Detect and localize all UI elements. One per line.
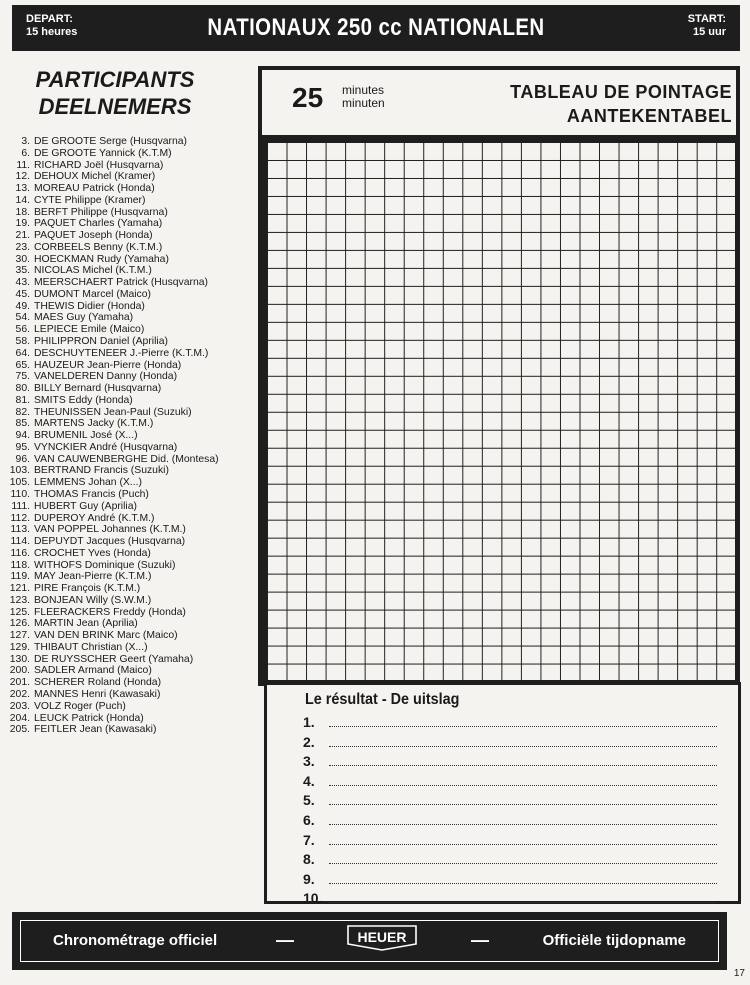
participant-number: 103. xyxy=(9,465,30,477)
participant-name: HAUZEUR Jean-Pierre (Honda) xyxy=(34,359,182,371)
participant-name: THOMAS Francis (Puch) xyxy=(34,488,149,500)
participant-number: 19. xyxy=(15,218,30,230)
participant-row xyxy=(8,301,260,313)
participant-row xyxy=(8,654,260,666)
participant-number: 204. xyxy=(9,712,30,724)
participant-name: CORBEELS Benny (K.T.M.) xyxy=(34,241,163,253)
participant-row xyxy=(8,513,260,525)
participant-name: MANNES Henri (Kawasaki) xyxy=(34,688,161,700)
participant-number: 95. xyxy=(15,441,30,453)
participant-row xyxy=(8,524,260,536)
participant-name: THIBAUT Christian (X...) xyxy=(34,641,148,653)
participant-number: 121. xyxy=(9,583,30,595)
participant-name: RICHARD Joël (Husqvarna) xyxy=(34,159,164,171)
participant-name: MARTENS Jacky (K.T.M.) xyxy=(34,418,154,430)
participant-name: THEUNISSEN Jean-Paul (Suzuki) xyxy=(34,406,192,418)
participant-row xyxy=(8,677,260,689)
participant-row xyxy=(8,560,260,572)
tableau-title-fr: TABLEAU DE POINTAGE xyxy=(510,82,732,102)
participant-name: CROCHET Yves (Honda) xyxy=(34,547,151,559)
result-entry-field[interactable] xyxy=(329,872,717,884)
participant-number: 94. xyxy=(15,430,30,442)
result-position: 9. xyxy=(303,870,315,887)
participant-row xyxy=(8,407,260,419)
tableau-panel xyxy=(258,66,740,686)
participant-number: 205. xyxy=(9,724,30,736)
result-position: 5. xyxy=(303,792,315,809)
participant-name: NICOLAS Michel (K.T.M.) xyxy=(34,265,152,277)
participant-name: DUMONT Marcel (Maico) xyxy=(34,288,151,300)
participant-name: WITHOFS Dominique (Suzuki) xyxy=(34,559,176,571)
participant-number: 123. xyxy=(9,594,30,606)
participant-number: 30. xyxy=(15,253,30,265)
participant-number: 11. xyxy=(16,159,30,171)
minutes-label-nl: minuten xyxy=(342,96,385,110)
participant-number: 65. xyxy=(15,359,30,371)
result-position: 3. xyxy=(303,753,315,770)
participant-name: FEITLER Jean (Kawasaki) xyxy=(34,724,157,736)
participant-number: 45. xyxy=(15,288,30,300)
participant-row xyxy=(8,489,260,501)
participants-title-fr: PARTICIPANTS xyxy=(35,67,195,92)
participant-name: VOLZ Roger (Puch) xyxy=(34,700,126,712)
participant-name: DE GROOTE Serge (Husqvarna) xyxy=(34,136,188,147)
participant-row xyxy=(8,607,260,619)
participant-name: PIRE François (K.T.M.) xyxy=(34,583,141,595)
participant-row xyxy=(8,477,260,489)
participant-name: PAQUET Joseph (Honda) xyxy=(34,230,153,242)
result-entry-field[interactable] xyxy=(329,891,717,903)
result-position: 4. xyxy=(303,772,315,789)
participant-number: 111. xyxy=(11,500,30,512)
participant-number: 116. xyxy=(10,547,30,559)
participant-row xyxy=(8,595,260,607)
participant-row xyxy=(8,183,260,195)
heuer-logo-icon xyxy=(346,924,418,952)
participant-row xyxy=(8,242,260,254)
participant-number: 80. xyxy=(15,383,30,395)
footer-dash-left: — xyxy=(276,930,294,950)
result-line[interactable] xyxy=(303,752,717,769)
participant-number: 203. xyxy=(9,700,30,712)
participant-row xyxy=(8,312,260,324)
result-line[interactable] xyxy=(303,733,717,750)
participant-name: DEPUYDT Jacques (Husqvarna) xyxy=(34,536,186,548)
participant-row xyxy=(8,571,260,583)
result-entry-field[interactable] xyxy=(329,754,717,766)
header-bar xyxy=(12,5,740,51)
result-position: 6. xyxy=(303,812,315,828)
participant-number: 23. xyxy=(15,241,30,253)
participant-row xyxy=(8,230,260,242)
participant-row xyxy=(8,265,260,277)
participant-name: BERTRAND Francis (Suzuki) xyxy=(34,465,169,477)
result-line[interactable] xyxy=(303,811,717,828)
result-line[interactable] xyxy=(303,713,717,730)
participant-row xyxy=(8,254,260,266)
participant-number: 129. xyxy=(9,641,30,653)
participant-row xyxy=(8,136,260,148)
footer-left-text: Chronométrage officiel xyxy=(53,932,218,949)
page-number: 17 xyxy=(733,968,745,979)
participant-row xyxy=(8,218,260,230)
participant-row xyxy=(8,713,260,725)
result-entry-field[interactable] xyxy=(329,852,717,864)
participant-name: BERFT Philippe (Husqvarna) xyxy=(34,206,168,218)
result-entry-field[interactable] xyxy=(329,774,717,786)
minutes-label-fr: minutes xyxy=(342,83,385,97)
participant-number: 35. xyxy=(15,265,30,277)
participant-number: 43. xyxy=(15,277,30,289)
participant-name: HUBERT Guy (Aprilia) xyxy=(34,500,137,512)
participant-number: 202. xyxy=(9,688,30,700)
participant-name: MARTIN Jean (Aprilia) xyxy=(34,618,138,630)
participant-row xyxy=(8,336,260,348)
participant-row xyxy=(8,689,260,701)
participant-number: 14. xyxy=(15,194,30,206)
participant-name: MAY Jean-Pierre (K.T.M.) xyxy=(34,571,152,583)
participant-number: 82. xyxy=(15,406,30,418)
participant-row xyxy=(8,160,260,172)
participant-number: 75. xyxy=(15,371,30,383)
participant-row xyxy=(8,536,260,548)
participant-name: PHILIPPRON Daniel (Aprilia) xyxy=(34,336,168,348)
footer-right-text: Officiële tijdopname xyxy=(542,932,686,949)
tableau-title-nl: AANTEKENTABEL xyxy=(566,106,732,126)
participant-row xyxy=(8,665,260,677)
participant-number: 96. xyxy=(15,453,30,465)
participant-row xyxy=(8,642,260,654)
result-line[interactable] xyxy=(303,791,717,808)
participant-row xyxy=(8,724,260,736)
participant-number: 81. xyxy=(15,394,30,406)
tableau-title xyxy=(510,80,732,128)
participant-number: 56. xyxy=(15,324,30,336)
participant-name: DE RUYSSCHER Geert (Yamaha) xyxy=(34,653,194,665)
participant-row xyxy=(8,630,260,642)
participant-name: SADLER Armand (Maico) xyxy=(34,665,152,677)
participant-row xyxy=(8,195,260,207)
participant-number: 126. xyxy=(9,618,30,630)
participant-number: 64. xyxy=(15,347,30,359)
participant-row xyxy=(8,395,260,407)
result-line[interactable] xyxy=(303,831,717,848)
participant-name: HOECKMAN Rudy (Yamaha) xyxy=(34,253,169,265)
participant-number: 21. xyxy=(15,230,30,242)
participant-number: 119. xyxy=(10,571,30,583)
participant-name: LEPIECE Emile (Maico) xyxy=(34,324,145,336)
participant-row xyxy=(8,418,260,430)
minutes-label xyxy=(342,84,385,110)
participant-name: VAN DEN BRINK Marc (Maico) xyxy=(34,630,178,642)
participant-name: DESCHUYTENEER J.-Pierre (K.T.M.) xyxy=(34,347,209,359)
participant-number: 13. xyxy=(15,183,30,195)
page-title: NATIONAUX 250 cc NATIONALEN xyxy=(207,14,545,41)
depart-label: DEPART: xyxy=(26,13,73,25)
participant-number: 125. xyxy=(9,606,30,618)
participant-number: 113. xyxy=(10,524,30,536)
participant-row xyxy=(8,148,260,160)
result-line[interactable] xyxy=(303,889,717,906)
result-entry-field[interactable] xyxy=(329,735,717,747)
participant-row xyxy=(8,501,260,513)
participant-number: 18. xyxy=(15,206,30,218)
participant-name: SCHERER Roland (Honda) xyxy=(34,677,162,689)
participants-list xyxy=(8,136,260,736)
participant-row xyxy=(8,360,260,372)
participant-row xyxy=(8,324,260,336)
participant-row xyxy=(8,548,260,560)
participant-name: PAQUET Charles (Yamaha) xyxy=(34,218,163,230)
participant-row xyxy=(8,454,260,466)
start-label: START: xyxy=(687,13,726,25)
participant-row xyxy=(8,442,260,454)
heuer-logo-text: HEUER xyxy=(357,929,407,945)
depart-value: 15 heures xyxy=(26,26,78,38)
participants-title-nl: DEELNEMERS xyxy=(38,94,192,119)
result-position: 8. xyxy=(303,851,315,868)
participant-name: VANELDEREN Danny (Honda) xyxy=(34,371,178,383)
lap-tally-grid[interactable] xyxy=(266,141,736,681)
result-entry-field[interactable] xyxy=(329,793,717,805)
participant-name: SMITS Eddy (Honda) xyxy=(34,394,133,406)
participant-name: THEWIS Didier (Honda) xyxy=(34,300,145,312)
participant-number: 114. xyxy=(10,536,30,548)
result-box xyxy=(264,682,741,907)
participant-name: DE GROOTE Yannick (K.T.M) xyxy=(34,147,172,159)
start-value: 15 uur xyxy=(692,26,726,38)
footer-banner xyxy=(12,912,727,970)
participant-number: 85. xyxy=(15,418,30,430)
participant-number: 105. xyxy=(9,477,30,489)
tableau-header xyxy=(262,70,736,135)
start-time xyxy=(688,13,726,39)
participant-number: 58. xyxy=(15,336,30,348)
result-position: 10. xyxy=(303,890,323,907)
participant-row xyxy=(8,289,260,301)
participant-name: FLEERACKERS Freddy (Honda) xyxy=(34,606,186,618)
minutes-value: 25 xyxy=(292,82,324,113)
participant-name: MAES Guy (Yamaha) xyxy=(34,312,134,324)
result-entry-field[interactable] xyxy=(329,833,717,845)
participant-number: 6. xyxy=(21,147,30,159)
participant-row xyxy=(8,171,260,183)
participant-name: LEMMENS Johan (X...) xyxy=(34,477,142,489)
participant-number: 3. xyxy=(21,136,30,147)
participant-name: DUPEROY André (K.T.M.) xyxy=(34,512,155,524)
participant-number: 130. xyxy=(9,653,30,665)
participant-row xyxy=(8,348,260,360)
participant-number: 110. xyxy=(10,488,30,500)
participant-name: VAN POPPEL Johannes (K.T.M.) xyxy=(34,524,186,536)
result-position: 1. xyxy=(303,714,315,730)
participant-number: 201. xyxy=(9,677,30,689)
result-line[interactable] xyxy=(303,772,717,789)
footer-dash-right: — xyxy=(471,930,489,950)
participant-number: 112. xyxy=(10,512,30,524)
result-line[interactable] xyxy=(303,850,717,867)
participant-row xyxy=(8,618,260,630)
participant-number: 118. xyxy=(10,559,30,571)
participant-name: CYTE Philippe (Kramer) xyxy=(34,194,146,206)
result-line[interactable] xyxy=(303,870,717,887)
participant-name: LEUCK Patrick (Honda) xyxy=(34,712,144,724)
participant-name: VYNCKIER André (Husqvarna) xyxy=(34,441,178,453)
result-title: Le résultat - De uitslag xyxy=(305,691,460,708)
result-entry-field[interactable] xyxy=(329,813,717,825)
result-position: 2. xyxy=(303,733,315,750)
result-position: 7. xyxy=(303,831,315,848)
result-entry-field[interactable] xyxy=(329,715,717,727)
participants-heading xyxy=(20,66,210,120)
participant-row xyxy=(8,383,260,395)
participant-row xyxy=(8,430,260,442)
participant-name: BILLY Bernard (Husqvarna) xyxy=(34,383,162,395)
participant-name: MOREAU Patrick (Honda) xyxy=(34,183,155,195)
participant-row xyxy=(8,701,260,713)
participant-row xyxy=(8,583,260,595)
participant-name: BONJEAN Willy (S.W.M.) xyxy=(34,594,152,606)
participant-name: MEERSCHAERT Patrick (Husqvarna) xyxy=(34,277,208,289)
participant-number: 54. xyxy=(15,312,30,324)
participant-row xyxy=(8,207,260,219)
participant-number: 127. xyxy=(9,630,30,642)
participant-name: DEHOUX Michel (Kramer) xyxy=(34,171,156,183)
participant-number: 200. xyxy=(9,665,30,677)
participant-name: VAN CAUWENBERGHE Did. (Montesa) xyxy=(34,453,219,465)
footer-inner-frame xyxy=(20,920,719,962)
participant-number: 49. xyxy=(15,300,30,312)
participant-row xyxy=(8,465,260,477)
participant-number: 12. xyxy=(15,171,30,183)
participant-name: BRUMENIL José (X...) xyxy=(34,430,138,442)
participant-row xyxy=(8,371,260,383)
participant-row xyxy=(8,277,260,289)
